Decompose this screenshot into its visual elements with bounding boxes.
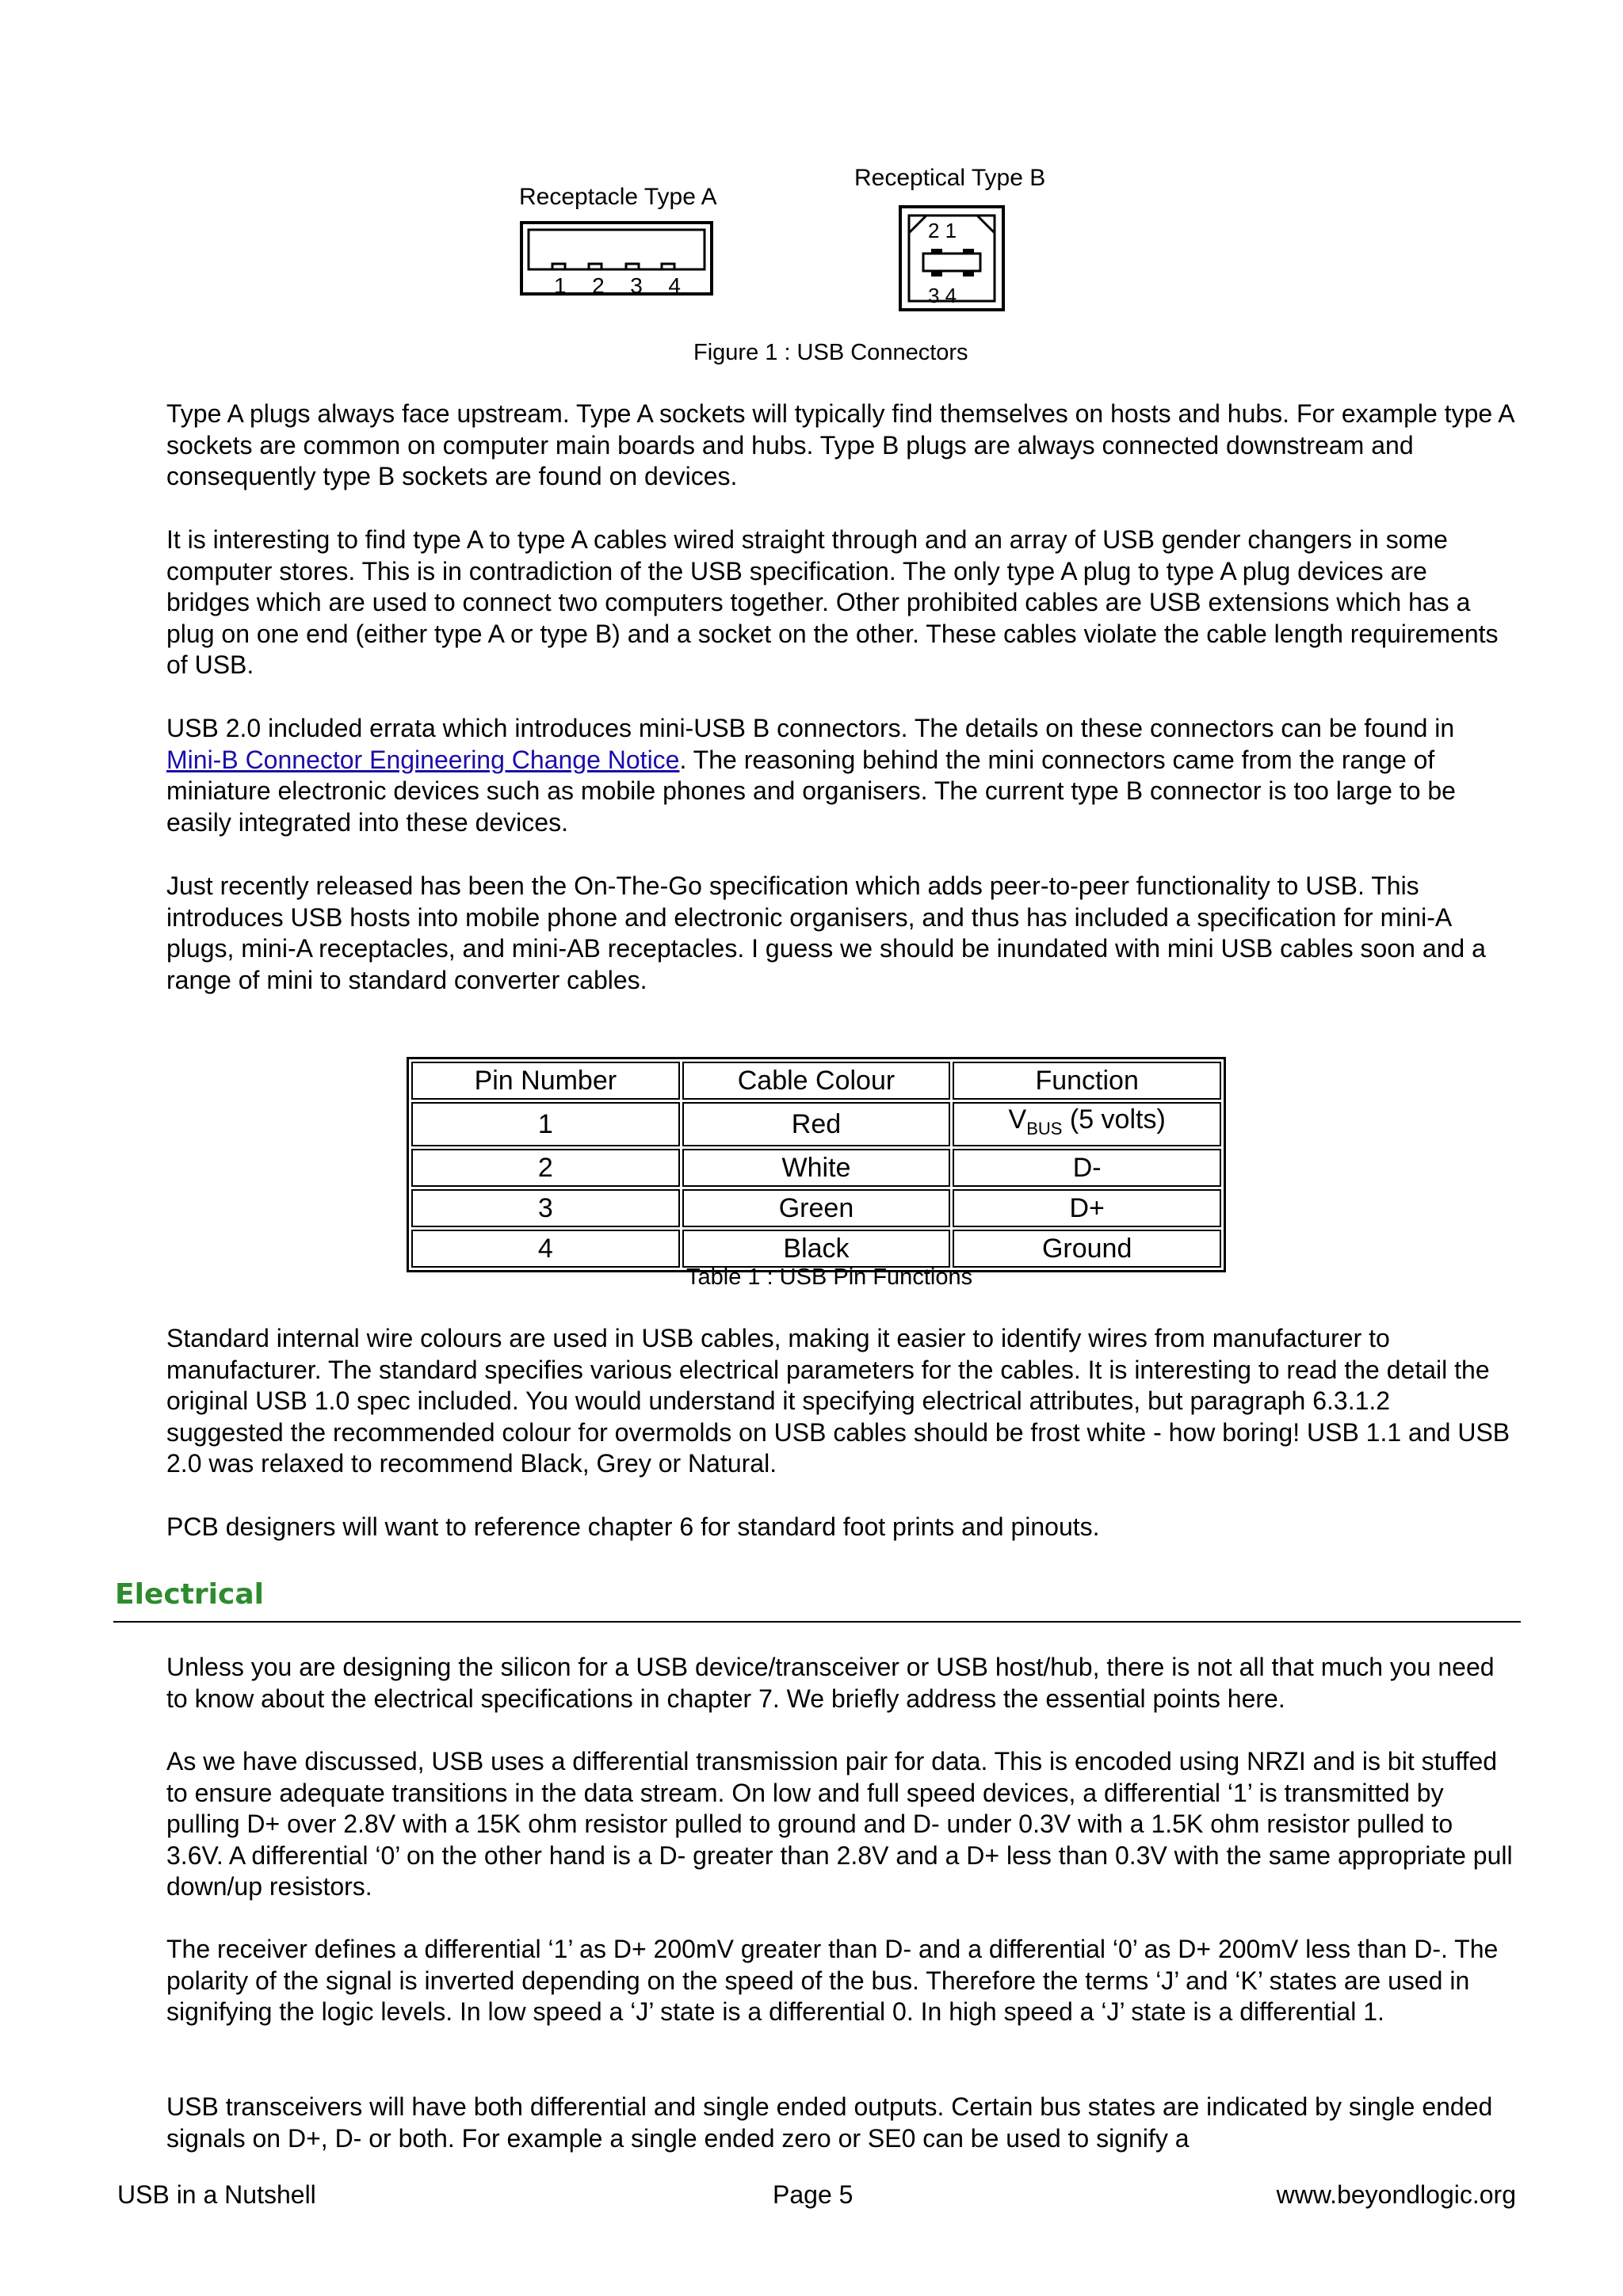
paragraph-electrical-intro: Unless you are designing the silicon for a USB device/transceiver or USB host/hub, there is not all that much you need to know about the electrical specifications in chapter 7. We briefly address the essential points here. <box>166 1653 1495 1713</box>
header-function: Function <box>953 1062 1221 1100</box>
paragraph-pcb-designers: PCB designers will want to reference chapter 6 for standard foot prints and pinouts. <box>166 1512 1100 1541</box>
footer-website: www.beyondlogic.org <box>1276 2180 1516 2209</box>
mini-usb-text-after: . The reasoning behind the mini connectors came from the range of miniature electronic devices such as mobile phones and organisers. The current type B connector is too large to be easily integrated into these devices. <box>166 745 1456 837</box>
table-row <box>411 1230 1221 1268</box>
table-header-row <box>411 1062 1221 1100</box>
paragraph-wire-colours: Standard internal wire colours are used in USB cables, making it easier to identify wires from manufacturer to manufacturer. The standard specifies various electrical parameters for the cables. It is interesting to read the detail the original USB 1.0 spec included. You would understand it specifying electrical attributes, but paragraph 6.3.1.2 suggested the recommended colour for overmolds on USB cables should be frost white - how boring! USB 1.1 and USB 2.0 was relaxed to recommend Black, Grey or Natural. <box>166 1324 1510 1478</box>
footer-title: USB in a Nutshell <box>117 2180 316 2209</box>
pin-cell: 4 <box>411 1230 680 1268</box>
function-cell: D- <box>953 1149 1221 1187</box>
table-row <box>411 1102 1221 1146</box>
section-divider <box>113 1621 1521 1623</box>
type-b-label: Receptical Type B <box>854 165 1046 191</box>
pin-cell: 2 <box>411 1149 680 1187</box>
function-vbus: V <box>1008 1104 1027 1135</box>
function-vbus-volts: (5 volts) <box>1062 1104 1166 1135</box>
colour-cell: Black <box>682 1230 951 1268</box>
figure-caption: Figure 1 : USB Connectors <box>693 340 968 365</box>
paragraph-type-a-cables: It is interesting to find type A to type A cables wired straight through and an array of USB gender changers in some computer stores. This is in contradiction of the USB specification. The only type A plug to type A plug devices are bridges which are used to connect two computers together. Other prohibited cables are USB extensions which has a plug on one end (either type A or type B) and a socket on the other. These cables violate the cable length requirements of USB. <box>166 525 1499 679</box>
function-cell <box>953 1102 1221 1146</box>
header-pin-number: Pin Number <box>411 1062 680 1100</box>
paragraph-mini-usb <box>166 713 1514 838</box>
type-b-top-pins: 2 1 <box>928 219 957 242</box>
usb-pin-functions-table <box>407 1057 1226 1272</box>
colour-cell: Green <box>682 1189 951 1227</box>
type-a-pin-numbers: 1 2 3 4 <box>554 273 681 298</box>
type-b-bottom-pins: 3 4 <box>928 284 957 307</box>
paragraph-receiver: The receiver defines a differential ‘1’ as D+ 200mV greater than D- and a differential ‘0’ as D+ 200mV less than D-. The polarity of the signal is inverted depending on the speed of the bus. Therefore the terms ‘J’ and ‘K’ states are used in signifying the logic levels. In low speed a ‘J’ state is a differential 0. In high speed a ‘J’ state is a differential 1. <box>166 1935 1499 2026</box>
table-row <box>411 1189 1221 1227</box>
colour-cell: Red <box>682 1102 951 1146</box>
pin-cell: 3 <box>411 1189 680 1227</box>
type-a-receptacle-diagram <box>519 220 717 299</box>
table-caption: Table 1 : USB Pin Functions <box>686 1264 973 1290</box>
footer-page-number: Page 5 <box>773 2180 854 2209</box>
function-vbus-subscript: BUS <box>1026 1118 1063 1138</box>
section-heading-electrical: Electrical <box>115 1578 264 1611</box>
paragraph-transceivers: USB transceivers will have both differential and single ended outputs. Certain bus states are indicated by single ended signals on D+, D- or both. For example a single ended zero or SE0 can be used to signify a <box>166 2092 1493 2153</box>
function-cell: D+ <box>953 1189 1221 1227</box>
table-row <box>411 1149 1221 1187</box>
paragraph-on-the-go: Just recently released has been the On-The-Go specification which adds peer-to-peer functionality to USB. This introduces USB hosts into mobile phone and electronic organisers, and thus has included a specification for mini-A plugs, mini-A receptacles, and mini-AB receptacles. I guess we should be inundated with mini USB cables soon and a range of mini to standard converter cables. <box>166 871 1486 994</box>
paragraph-differential-pair: As we have discussed, USB uses a differential transmission pair for data. This is encoded using NRZI and is bit stuffed to ensure adequate transitions in the data stream. On low and full speed devices, a differential ‘1’ is transmitted by pulling D+ over 2.8V with a 15K ohm resistor pulled to ground and D- under 0.3V with a 1.5K ohm resistor pulled to 3.6V. A differential ‘0’ on the other hand is a D- greater than 2.8V and a D+ less than 0.3V with the same appropriate pull down/up resistors. <box>166 1747 1513 1901</box>
type-b-receptacle-diagram <box>898 204 1009 315</box>
pin-cell: 1 <box>411 1102 680 1146</box>
function-cell: Ground <box>953 1230 1221 1268</box>
mini-usb-text-before: USB 2.0 included errata which introduces mini-USB B connectors. The details on these connectors can be found in <box>166 714 1455 742</box>
mini-b-ecn-link[interactable]: Mini-B Connector Engineering Change Notice <box>166 745 680 774</box>
colour-cell: White <box>682 1149 951 1187</box>
header-cable-colour: Cable Colour <box>682 1062 951 1100</box>
paragraph-type-a-plugs: Type A plugs always face upstream. Type A sockets will typically find themselves on hosts and hubs. For example type A sockets are common on computer main boards and hubs. Type B plugs are always connected downstream and consequently type B sockets are found on devices. <box>166 399 1514 490</box>
type-a-label: Receptacle Type A <box>519 184 717 210</box>
